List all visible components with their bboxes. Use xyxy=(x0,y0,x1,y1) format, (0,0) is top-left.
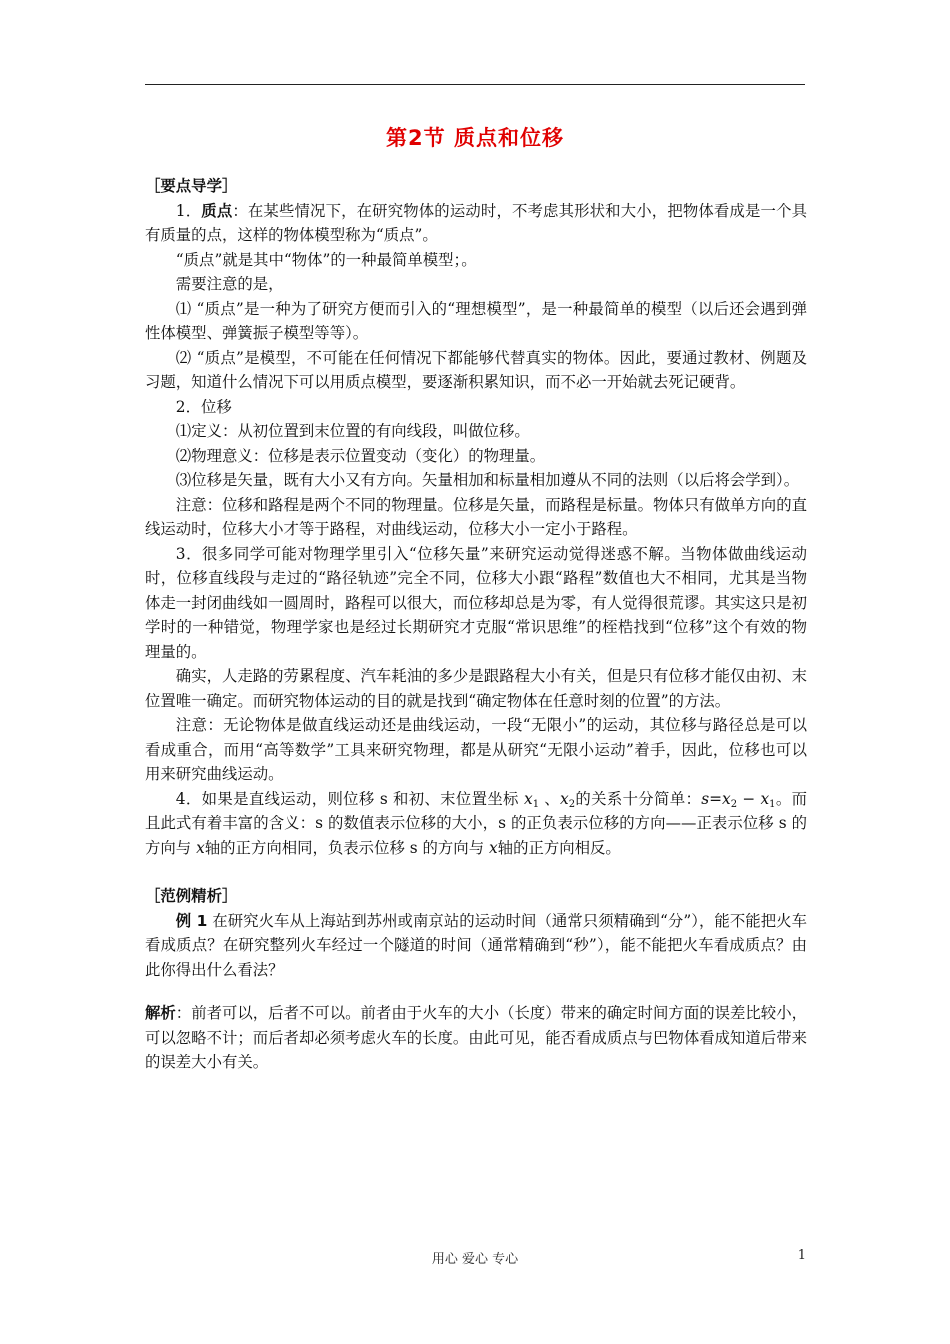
document-body xyxy=(145,174,807,1075)
paragraph-12: 确实，人走路的劳累程度、汽车耗油的多少是跟路程大小有关，但是只有位移才能仅由初、末位置唯一确定。而研究物体运动的目的就是找到“确定物体在任意时刻的位置”的方法。 xyxy=(145,667,807,710)
example-label: 例 1 xyxy=(175,911,208,930)
header-rule xyxy=(145,84,805,85)
paragraph-10: 注意：位移和路程是两个不同的物理量。位移是矢量，而路程是标量。物体只有做单方向的直线运动时，位移大小才等于路程，对曲线运动，位移大小一定小于路程。 xyxy=(145,495,807,538)
analysis: 解析：前者可以，后者不可以。前者由于火车的大小（长度）带来的确定时间方面的误差比较小，可以忽略不计；而后者却必须考虑火车的长度。由此可见，能否看成质点与巴物体看成知道后带来的误差大小有关。 xyxy=(145,1004,807,1071)
page-title: 第2节 质点和位移 xyxy=(386,126,564,150)
paragraph-4: ⑴ “质点”是一种为了研究方便而引入的“理想模型”，是一种最简单的模型（以后还会遇到弹性体模型、弹簧振子模型等等）。 xyxy=(145,299,807,342)
paragraph-5: ⑵ “质点”是模型，不可能在任何情况下都能够代替真实的物体。因此，要通过教材、例题及习题，知道什么情况下可以用质点模型，要逐渐积累知识，而不必一开始就去死记硬背。 xyxy=(145,348,807,391)
analysis-label: 解析 xyxy=(145,1004,176,1022)
page-number: 1 xyxy=(797,1248,806,1263)
paragraph-9: ⑶位移是矢量，既有大小又有方向。矢量相加和标量相加遵从不同的法则（以后将会学到）。 xyxy=(175,471,800,489)
paragraph-14: 4．如果是直线运动，则位移 s 和初、末位置坐标 $x_1$ 、$x_2$的关系十分简单：$s=x_2 - x_1$。而且此式有着丰富的含义：s 的数值表示位移的大小，s 的正负表示位移的方向——正表示位移 s 的方向与 x轴的正方向相同，负表示位移 s 的方向与 x轴的正方向相反。 xyxy=(145,789,807,857)
paragraph-8: ⑵物理意义：位移是表示位置变动（变化）的物理量。 xyxy=(175,446,546,465)
paragraph-1: 1．质点：在某些情况下，在研究物体的运动时，不考虑其形状和大小，把物体看成是一个具有质量的点，这样的物体模型称为“质点”。 xyxy=(145,201,807,244)
paragraph-7: ⑴定义：从初位置到末位置的有向线段，叫做位移。 xyxy=(175,422,530,440)
paragraph-11: 3．很多同学可能对物理学里引入“位移矢量”来研究运动觉得迷惑不解。当物体做曲线运动时，位移直线段与走过的“路径轨迹”完全不同，位移大小跟“路程”数值也大不相同，尤其是当物体走一封闭曲线如一圆周时，路程可以很大，而位移却总是为零，有人觉得很荒谬。其实这只是初学时的一种错觉，物理学家也是经过长期研究才克服“常识思维”的桎梏找到“位移”这个有效的物理量的。 xyxy=(145,544,807,661)
paragraph-3: 需要注意的是， xyxy=(175,275,284,293)
paragraph-13: 注意：无论物体是做直线运动还是曲线运动，一段“无限小”的运动，其位移与路径总是可以看成重合，而用“高等数学”工具来研究物理，都是从研究“无限小运动”着手，因此，位移也可以用来研究曲线运动。 xyxy=(145,716,807,783)
paragraph-2: “质点”就是其中“物体”的一种最简单模型；。 xyxy=(175,250,477,269)
example-1: 例 1 在研究火车从上海站到苏州或南京站的运动时间（通常只须精确到“分”），能不能把火车看成质点？在研究整列火车经过一个隧道的时间（通常精确到“秒”），能不能把火车看成质点？由此你得出什么看法？ xyxy=(145,911,807,979)
section-heading-guide: ［要点导学］ xyxy=(145,177,238,195)
paragraph-6: 2．位移 xyxy=(175,397,232,416)
footer-slogan: 用心 爱心 专心 xyxy=(431,1252,519,1267)
section-heading-examples: ［范例精析］ xyxy=(145,887,238,905)
term-particle: 质点 xyxy=(201,201,233,220)
